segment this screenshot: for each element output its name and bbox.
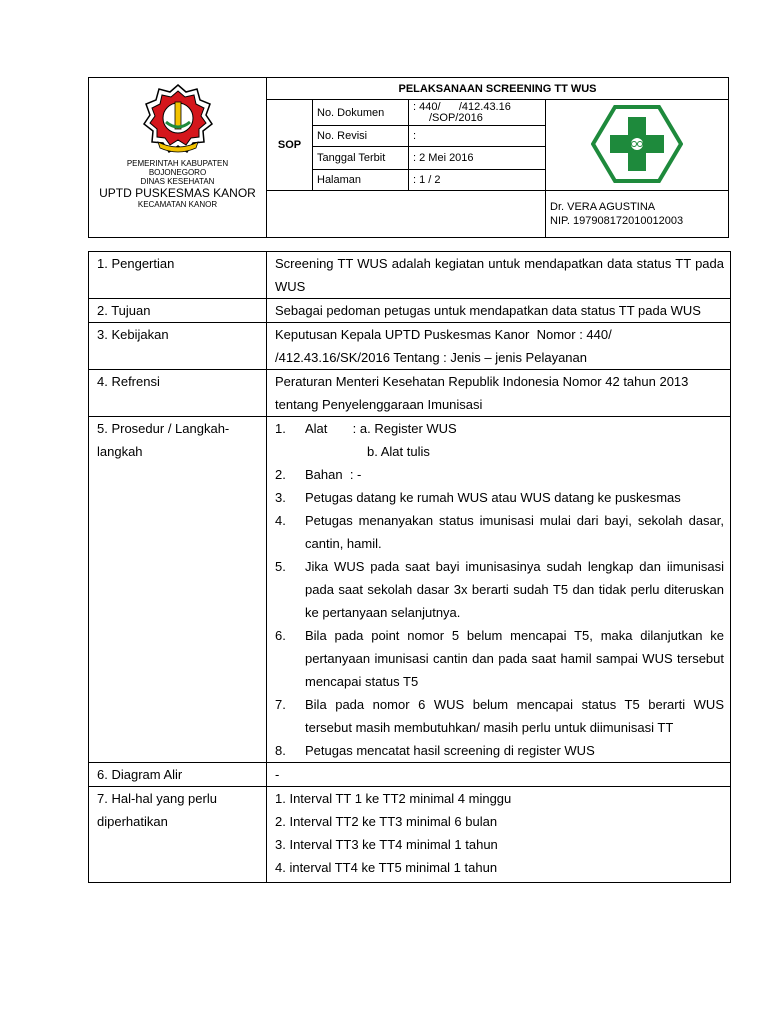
list-item [275,555,724,624]
kebijakan-label: 3. Kebijakan [89,323,267,370]
header-blank-cell [267,191,546,238]
list-item [275,486,724,509]
step-text: Petugas menanyakan status imunisasi mulai dari bayi, sekolah dasar, cantin, hamil. [305,513,724,551]
list-item [275,693,724,739]
bojonegoro-emblem-icon [142,82,214,156]
step-number: 3. [275,490,286,505]
diagram-label: 6. Diagram Alir [89,763,267,787]
logo-line-4: UPTD PUSKESMAS KANOR [99,186,256,200]
halaman-label: Halaman [313,170,409,191]
step-number: 2. [275,467,286,482]
step-text: Bila pada nomor 6 WUS belum mencapai status T5 berarti WUS tersebut masih membutuhkan/ masih perlu untuk diimunisasi TT [305,697,724,735]
puskesmas-logo-cell [546,100,729,191]
no-revisi-label: No. Revisi [313,126,409,147]
table-row [89,370,731,417]
pengertian-text: Screening TT WUS adalah kegiatan untuk mendapatkan data status TT pada WUS [267,252,731,299]
signature-cell [546,191,729,238]
no-dokumen-value-line2: /SOP/2016 [429,111,483,124]
table-row [89,252,731,299]
list-item: 3. Interval TT3 ke TT4 minimal 1 tahun [275,837,498,852]
no-dokumen-value [409,100,546,126]
logo-line-3: DINAS KESEHATAN [140,177,215,186]
pengertian-label: 1. Pengertian [89,252,267,299]
halaman-value: : 1 / 2 [409,170,546,191]
prosedur-steps [267,417,731,763]
kebijakan-text [267,323,731,370]
refrensi-text: Peraturan Menteri Kesehatan Republik Indonesia Nomor 42 tahun 2013 tentang Penyelenggaraan Imunisasi [267,370,731,417]
list-item [275,739,724,762]
prosedur-label: 5. Prosedur / Langkah-langkah [89,417,267,763]
no-dokumen-label: No. Dokumen [313,100,409,126]
tujuan-text: Sebagai pedoman petugas untuk mendapatkan data status TT pada WUS [267,299,731,323]
hal-items [267,787,731,883]
kebijakan-line-2: /412.43.16/SK/2016 Tentang : Jenis – jenis Pelayanan [275,350,587,365]
signer-nip: NIP. 197908172010012003 [550,215,684,227]
step-number: 5. [275,559,286,574]
list-item [275,463,724,486]
sop-content-table [88,251,731,883]
table-row [89,417,731,763]
no-revisi-value: : [409,126,546,147]
tanggal-terbit-label: Tanggal Terbit [313,147,409,170]
logo-line-1: PEMERINTAH KABUPATEN [126,159,229,168]
step-number: 8. [275,743,286,758]
step-text: Bila pada point nomor 5 belum mencapai T5, maka dilanjutkan ke pertanyaan imunisasi cantin dan pada saat hamil sampai WUS tersebut mencapai status T5 [305,628,724,689]
step-number: 7. [275,697,286,712]
table-row [89,787,731,883]
table-row [89,323,731,370]
bahan-line: Bahan : - [305,467,362,482]
logo-line-2: BOJONEGORO [148,168,207,177]
step-text: Petugas mencatat hasil screening di register WUS [305,743,595,758]
logo-line-5: KECAMATAN KANOR [137,200,218,209]
list-item [275,624,724,693]
list-item: 2. Interval TT2 ke TT3 minimal 6 bulan [275,814,498,829]
alat-line-b: b. Alat tulis [367,444,430,459]
step-number: 6. [275,628,286,643]
hal-label: 7. Hal-hal yang perlu diperhatikan [89,787,267,883]
green-cross-logo-icon [591,104,683,184]
table-row [89,299,731,323]
step-number: 1. [275,421,286,436]
tanggal-terbit-value: : 2 Mei 2016 [409,147,546,170]
document-header [88,77,729,238]
step-text: Petugas datang ke rumah WUS atau WUS datang ke puskesmas [305,490,681,505]
refrensi-label: 4. Refrensi [89,370,267,417]
table-row [89,763,731,787]
list-item: 1. Interval TT 1 ke TT2 minimal 4 minggu [275,791,512,806]
no-dokumen-value-line1: : 440/ /412.43.16 [413,100,511,113]
step-text: Jika WUS pada saat bayi imunisasinya sudah lengkap dan iimunisasi pada saat sekolah dasar 3x berarti sudah T5 dan tidak perlu diteruskan ke pertanyaan selanjutnya. [305,559,724,620]
document-title: PELAKSANAAN SCREENING TT WUS [267,78,729,100]
sop-label: SOP [267,100,313,191]
step-number: 4. [275,513,286,528]
alat-line-a: Alat : a. Register WUS [305,421,457,436]
kabupaten-logo-cell [89,78,267,238]
signer-name: Dr. VERA AGUSTINA [550,201,656,213]
list-item [275,509,724,555]
list-item: 4. interval TT4 ke TT5 minimal 1 tahun [275,860,498,875]
kebijakan-line-1: Keputusan Kepala UPTD Puskesmas Kanor Nomor : 440/ [275,327,612,342]
tujuan-label: 2. Tujuan [89,299,267,323]
list-item [275,417,724,440]
diagram-text: - [267,763,731,787]
